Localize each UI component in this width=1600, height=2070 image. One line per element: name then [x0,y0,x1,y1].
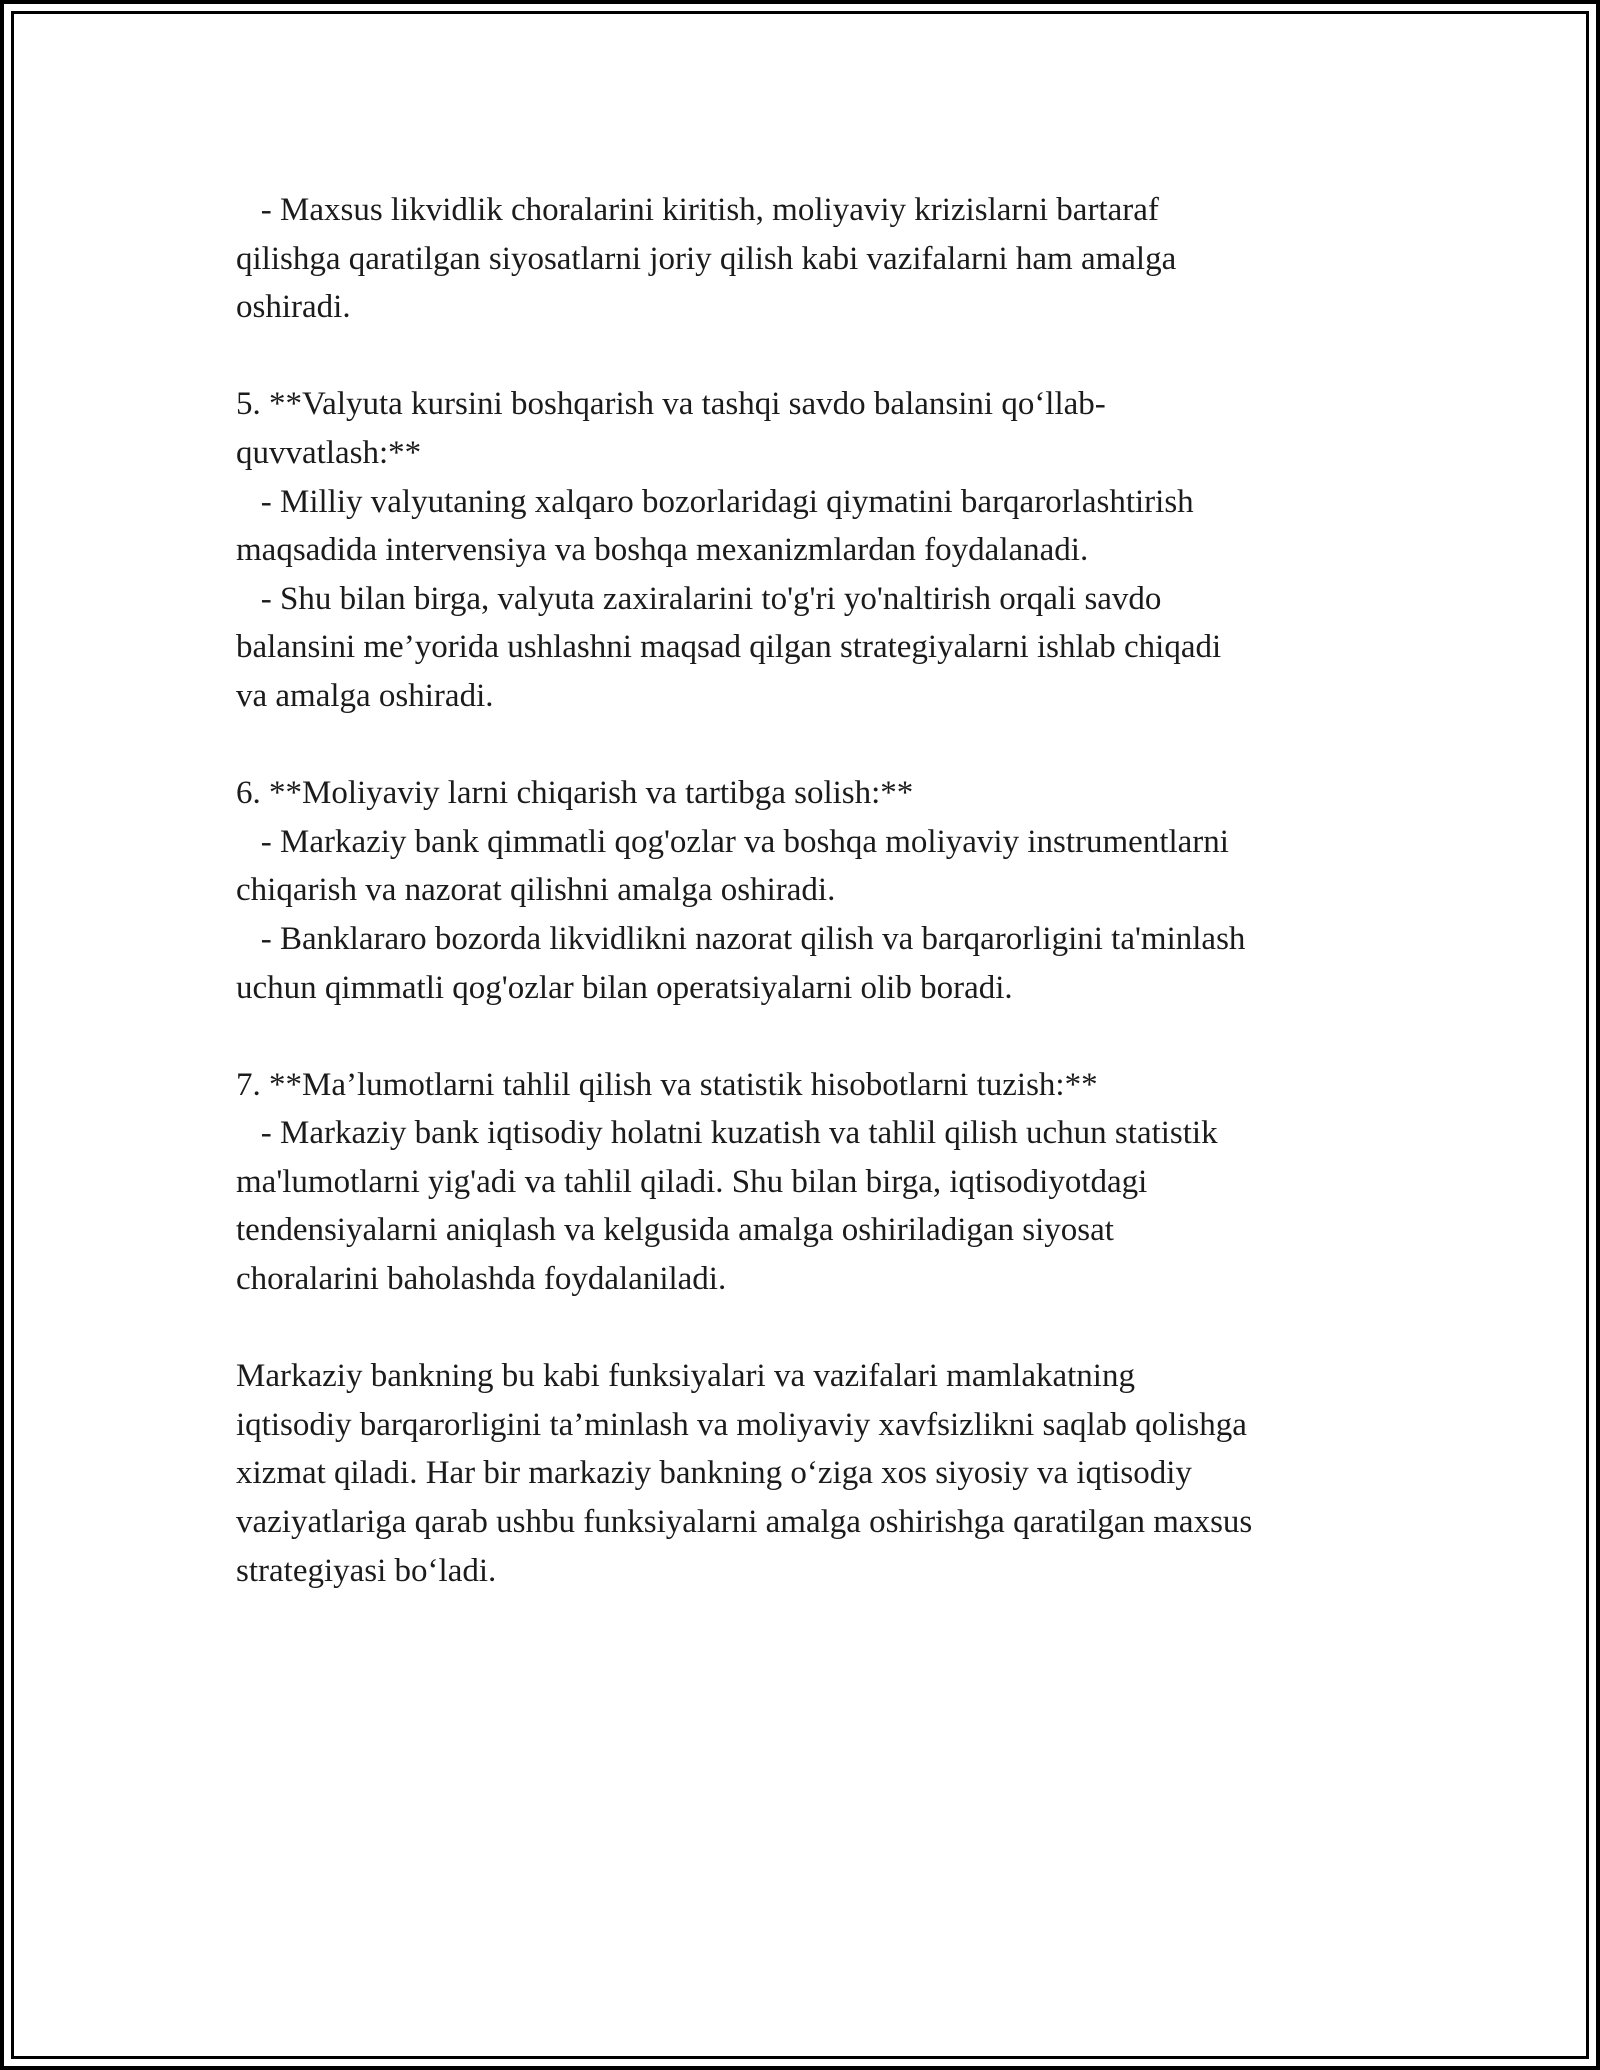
paragraph-gap [236,721,1386,770]
section-heading-line: 6. **Moliyaviy larni chiqarish va tartibga solish:** [236,775,914,812]
section-heading-line: quvvatlash:** [236,434,422,471]
text-line: Markaziy bankning bu kabi funksiyalari va vazifalari mamlakatning [236,1358,1135,1395]
text-line: strategiyasi bo‘ladi. [236,1552,497,1589]
paragraph-gap [236,1012,1386,1061]
text-line: balansini me’yorida ushlashni maqsad qilgan strategiyalarni ishlab chiqadi [236,629,1222,666]
text-line: maqsadida intervensiya va boshqa mexanizmlardan foydalanadi. [236,532,1089,569]
text-line: ma'lumotlarni yig'adi va tahlil qiladi. Shu bilan birga, iqtisodiyotdagi [236,1163,1148,1200]
text-line: va amalga oshiradi. [236,677,494,714]
text-line: chiqarish va nazorat qilishni amalga oshiradi. [236,872,836,909]
document-body [236,186,1386,1595]
paragraph-conclusion [236,1352,1386,1595]
paragraph-liquidity-measures [236,186,1386,332]
text-line: xizmat qiladi. Har bir markaziy bankning o‘ziga xos siyosiy va iqtisodiy [236,1455,1192,1492]
text-line: iqtisodiy barqarorligini ta’minlash va moliyaviy xavfsizlikni saqlab qolishga [236,1406,1247,1443]
text-line: - Markaziy bank qimmatli qog'ozlar va boshqa moliyaviy instrumentlarni [236,823,1229,860]
text-line: qilishga qaratilgan siyosatlarni joriy qilish kabi vazifalarni ham amalga [236,240,1177,277]
text-line: - Markaziy bank iqtisodiy holatni kuzatish va tahlil qilish uchun statistik [236,1115,1218,1152]
section-6-financial-instruments [236,769,1386,1012]
text-line: tendensiyalarni aniqlash va kelgusida amalga oshiriladigan siyosat [236,1212,1114,1249]
text-line: - Banklararo bozorda likvidlikni nazorat qilish va barqarorligini ta'minlash [236,920,1246,957]
text-line: - Milliy valyutaning xalqaro bozorlaridagi qiymatini barqarorlashtirish [236,483,1194,520]
text-line: choralarini baholashda foydalaniladi. [236,1261,727,1298]
section-heading-line: 5. **Valyuta kursini boshqarish va tashqi savdo balansini qo‘llab- [236,386,1106,423]
text-line: - Shu bilan birga, valyuta zaxiralarini to'g'ri yo'naltirish orqali savdo [236,580,1162,617]
text-line: vaziyatlariga qarab ushbu funksiyalarni amalga oshirishga qaratilgan maxsus [236,1504,1253,1541]
section-heading-line: 7. **Ma’lumotlarni tahlil qilish va statistik hisobotlarni tuzish:** [236,1066,1098,1103]
section-7-data-analysis [236,1061,1386,1304]
section-5-currency [236,380,1386,720]
text-line: - Maxsus likvidlik choralarini kiritish, moliyaviy krizislarni bartaraf [236,192,1159,228]
text-line: uchun qimmatli qog'ozlar bilan operatsiyalarni olib boradi. [236,969,1013,1006]
paragraph-gap [236,332,1386,381]
paragraph-gap [236,1304,1386,1353]
text-line: oshiradi. [236,289,351,326]
